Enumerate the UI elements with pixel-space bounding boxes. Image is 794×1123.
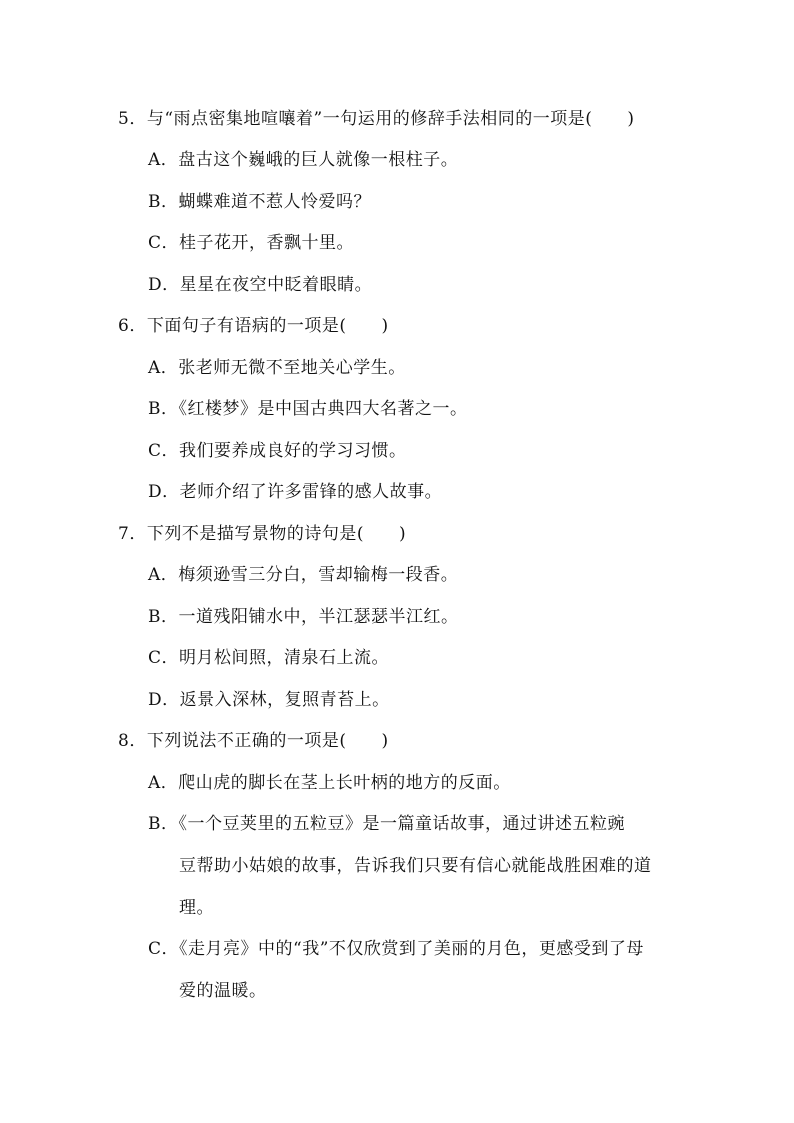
- question-6-option-b: B．《红楼梦》是中国古典四大名著之一。: [148, 399, 468, 419]
- question-7-option-a: A．梅须逊雪三分白，雪却输梅一段香。: [148, 565, 459, 585]
- question-5-option-a: A．盘古这个巍峨的巨人就像一根柱子。: [148, 150, 459, 170]
- question-8-option-c-continued: 爱的温暖。: [179, 981, 267, 1001]
- question-5-option-b: B．蝴蝶难道不惹人怜爱吗？: [148, 192, 371, 212]
- question-8-stem: 8．下列说法不正确的一项是( ): [118, 731, 389, 751]
- question-8-option-c: C．《走月亮》中的“我”不仅欣赏到了美丽的月色，更感受到了母: [148, 939, 644, 959]
- question-6-stem: 6．下面句子有语病的一项是( ): [118, 316, 389, 336]
- question-8-option-b: B．《一个豆荚里的五粒豆》是一篇童话故事，通过讲述五粒豌: [148, 814, 625, 834]
- question-7-option-d: D．返景入深林，复照青苔上。: [148, 690, 390, 710]
- question-7-option-c: C．明月松间照，清泉石上流。: [148, 648, 390, 668]
- question-8-option-a: A．爬山虎的脚长在茎上长叶柄的地方的反面。: [148, 773, 511, 793]
- question-8-option-b-continued: 理。: [179, 898, 214, 918]
- question-5-option-d: D．星星在夜空中眨着眼睛。: [148, 275, 373, 295]
- question-5-stem: 5．与“雨点密集地喧嚷着”一句运用的修辞手法相同的一项是( ): [118, 109, 635, 129]
- question-6-option-d: D．老师介绍了许多雷锋的感人故事。: [148, 482, 443, 502]
- question-7-stem: 7．下列不是描写景物的诗句是( ): [118, 524, 407, 544]
- question-5-option-c: C．桂子花开，香飘十里。: [148, 233, 355, 253]
- question-6-option-c: C．我们要养成良好的学习习惯。: [148, 441, 407, 461]
- question-6-option-a: A．张老师无微不至地关心学生。: [148, 358, 406, 378]
- question-7-option-b: B．一道残阳铺水中，半江瑟瑟半江红。: [148, 607, 459, 627]
- question-8-option-b-continued: 豆帮助小姑娘的故事，告诉我们只要有信心就能战胜困难的道: [179, 856, 652, 876]
